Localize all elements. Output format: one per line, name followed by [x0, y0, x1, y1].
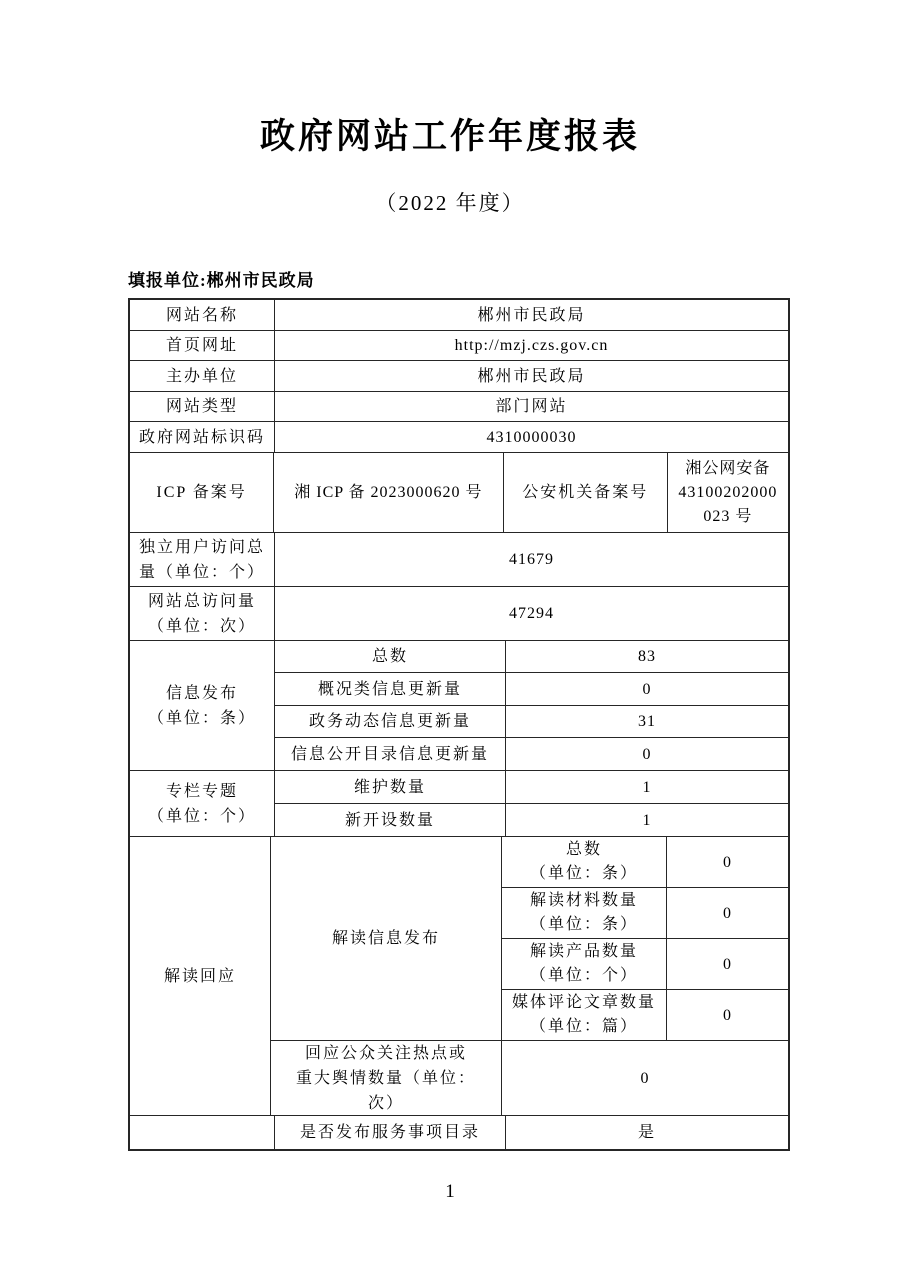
page-number: 1 — [445, 1181, 455, 1202]
columns-maintained-value: 1 — [506, 771, 788, 804]
security-filing-value: 湘公网安备 43100202000 023 号 — [668, 453, 788, 533]
row-label-total-visits: 网站总访问量 （单位：次） — [130, 587, 275, 641]
columns-new-value: 1 — [506, 804, 788, 837]
interpret-total-value: 0 — [667, 837, 788, 888]
table-row — [275, 673, 788, 706]
columns-maintained-label: 维护数量 — [275, 771, 506, 804]
info-news-value: 31 — [506, 706, 788, 738]
table-row — [130, 587, 788, 641]
info-directory-label: 信息公开目录信息更新量 — [275, 738, 506, 771]
interpretation-publishing-block — [271, 837, 788, 1041]
table-row — [275, 641, 788, 673]
site-id-value: 4310000030 — [275, 422, 788, 453]
info-overview-value: 0 — [506, 673, 788, 706]
table-row — [130, 392, 788, 422]
table-row — [271, 1041, 788, 1116]
row-label-organizer: 主办单位 — [130, 361, 275, 392]
info-news-label: 政务动态信息更新量 — [275, 706, 506, 738]
homepage-url-value: http://mzj.czs.gov.cn — [275, 331, 788, 361]
special-columns-section — [130, 771, 788, 837]
media-articles-label: 媒体评论文章数量 （单位：篇） — [502, 990, 667, 1041]
website-type-value: 部门网站 — [275, 392, 788, 422]
website-name-value: 郴州市民政局 — [275, 300, 788, 331]
interpret-products-label: 解读产品数量 （单位：个） — [502, 939, 667, 990]
empty-cell — [130, 1116, 275, 1149]
annual-report-table — [128, 298, 790, 1151]
reporting-unit: 填报单位:郴州市民政局 — [128, 271, 315, 290]
table-row — [130, 300, 788, 331]
unique-visitors-value: 41679 — [275, 533, 788, 587]
interpret-materials-label: 解读材料数量 （单位：条） — [502, 888, 667, 939]
section-label-info-publishing: 信息发布 （单位：条） — [130, 641, 275, 771]
table-row — [502, 939, 788, 990]
table-row — [130, 361, 788, 392]
interpret-products-value: 0 — [667, 939, 788, 990]
row-label-site-id: 政府网站标识码 — [130, 422, 275, 453]
table-row — [502, 837, 788, 888]
security-filing-label: 公安机关备案号 — [504, 453, 668, 533]
table-row — [275, 706, 788, 738]
section-label-interpretation-response: 解读回应 — [130, 837, 271, 1116]
table-row — [275, 771, 788, 804]
service-catalog-value: 是 — [637, 1124, 656, 1141]
columns-new-label: 新开设数量 — [275, 804, 506, 837]
info-overview-label: 概况类信息更新量 — [275, 673, 506, 706]
section-label-special-columns: 专栏专题 （单位：个） — [130, 771, 275, 837]
table-row — [130, 422, 788, 453]
page-title: 政府网站工作年度报表 — [259, 117, 640, 156]
interpret-materials-value: 0 — [667, 888, 788, 939]
row-label-homepage-url: 首页网址 — [130, 331, 275, 361]
row-label-unique-visitors: 独立用户访问总 量（单位：个） — [130, 533, 275, 587]
table-row — [130, 331, 788, 361]
interpretation-publishing-label: 解读信息发布 — [271, 837, 502, 1041]
info-total-value: 83 — [506, 641, 788, 673]
table-row — [130, 533, 788, 587]
hotspot-response-value: 0 — [502, 1041, 788, 1116]
info-total-label: 总数 — [275, 641, 506, 673]
media-articles-value: 0 — [667, 990, 788, 1041]
icp-row — [130, 453, 788, 533]
service-catalog-label: 是否发布服务事项目录 — [275, 1116, 506, 1149]
row-label-website-name: 网站名称 — [130, 300, 275, 331]
info-directory-value: 0 — [506, 738, 788, 771]
icp-value: 湘 ICP 备 2023000620 号 — [274, 453, 504, 533]
organizer-value: 郴州市民政局 — [275, 361, 788, 392]
row-label-website-type: 网站类型 — [130, 392, 275, 422]
interpret-total-label: 总数 （单位：条） — [502, 837, 667, 888]
interpretation-response-section — [130, 837, 788, 1116]
table-row — [130, 1116, 788, 1149]
table-row — [502, 990, 788, 1041]
table-row — [502, 888, 788, 939]
row-label-icp: ICP 备案号 — [130, 453, 274, 533]
hotspot-response-label: 回应公众关注热点或 重大舆情数量（单位： 次） — [271, 1041, 502, 1116]
total-visits-value: 47294 — [275, 587, 788, 641]
page-subtitle: （2022 年度） — [375, 191, 525, 215]
table-row — [275, 738, 788, 771]
info-publishing-section — [130, 641, 788, 771]
table-row — [275, 804, 788, 837]
